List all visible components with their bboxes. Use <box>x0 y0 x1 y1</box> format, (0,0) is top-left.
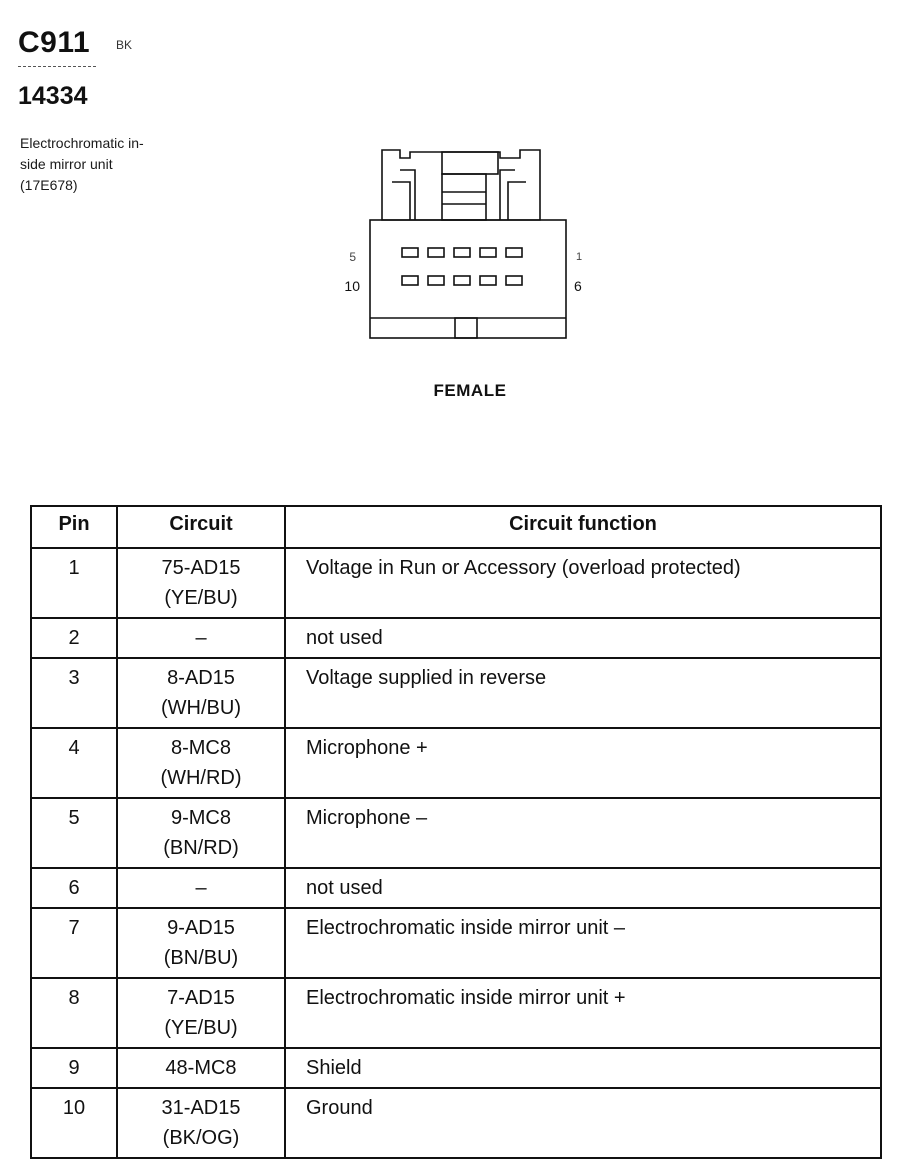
circuit-cell <box>117 548 285 618</box>
wire-color: (WH/BU) <box>161 697 241 719</box>
connector-body <box>370 220 566 338</box>
connector-center-tab <box>442 152 498 174</box>
circuit-function: Microphone – <box>285 798 881 868</box>
circuit-code: 9-MC8 <box>170 807 231 829</box>
pin-cavity <box>454 276 470 285</box>
circuit-function: Electrochromatic inside mirror unit – <box>285 908 881 978</box>
pin-number: 7 <box>31 908 117 978</box>
connector-latch-window <box>442 174 486 220</box>
pin-label-top-left: 5 <box>349 250 356 264</box>
pin-cavity <box>402 276 418 285</box>
pinout-table <box>30 505 882 1159</box>
table-row <box>31 798 881 868</box>
pin-number: 6 <box>31 868 117 908</box>
pin-cavity <box>454 248 470 257</box>
component-description <box>20 133 144 196</box>
pin-number: 8 <box>31 978 117 1048</box>
connector-color: BK <box>116 38 133 52</box>
pin-cavity <box>428 276 444 285</box>
circuit-cell <box>117 978 285 1048</box>
circuit-cell <box>117 798 285 868</box>
cavity-row-top <box>402 248 522 257</box>
connector-id-underline <box>18 66 96 67</box>
connector-gender: FEMALE <box>433 381 507 400</box>
wire-color: (WH/RD) <box>160 767 242 789</box>
circuit-function: Microphone + <box>285 728 881 798</box>
pin-number: 3 <box>31 658 117 728</box>
table-row <box>31 908 881 978</box>
connector-latch-housing <box>382 150 540 220</box>
circuit-function: Voltage in Run or Accessory (overload protected) <box>285 548 881 618</box>
cavity-row-bottom <box>402 276 522 285</box>
connector-left-arm <box>392 182 410 220</box>
connector-id: C911 <box>18 26 91 59</box>
circuit-function: Shield <box>285 1048 881 1088</box>
pin-label-top-right: 1 <box>576 251 583 263</box>
pin-number: 1 <box>31 548 117 618</box>
circuit-function: not used <box>285 618 881 658</box>
circuit-cell <box>117 908 285 978</box>
circuit-cell <box>117 728 285 798</box>
wire-color: (YE/BU) <box>164 587 238 609</box>
pin-cavity <box>480 276 496 285</box>
circuit-code: – <box>195 877 207 899</box>
table-row <box>31 728 881 798</box>
connector-left-lock-tab <box>400 170 415 220</box>
circuit-code: 31-AD15 <box>161 1097 241 1119</box>
connector-keyway <box>455 318 477 338</box>
table-row <box>31 978 881 1048</box>
circuit-function: Voltage supplied in reverse <box>285 658 881 728</box>
circuit-cell <box>117 618 285 658</box>
pin-cavity <box>402 248 418 257</box>
part-number: 14334 <box>18 82 88 110</box>
circuit-code: – <box>195 627 207 649</box>
pin-label-bottom-left: 10 <box>344 278 360 294</box>
table-row <box>31 1088 881 1158</box>
circuit-code: 9-AD15 <box>167 917 235 939</box>
table-row <box>31 548 881 618</box>
wire-color: (BN/RD) <box>163 837 239 859</box>
wire-color: (BK/OG) <box>162 1127 240 1149</box>
circuit-cell <box>117 868 285 908</box>
circuit-function: Ground <box>285 1088 881 1158</box>
table-row <box>31 1048 881 1088</box>
component-line: Electrochromatic in- <box>20 135 144 151</box>
circuit-cell <box>117 658 285 728</box>
wire-color: (BN/BU) <box>163 947 239 969</box>
circuit-code: 8-AD15 <box>167 667 235 689</box>
table-header-row <box>31 506 881 548</box>
pin-number: 10 <box>31 1088 117 1158</box>
header-pin: Pin <box>31 506 117 548</box>
pin-cavity <box>480 248 496 257</box>
pin-label-bottom-right: 6 <box>574 278 582 294</box>
component-line: (17E678) <box>20 177 78 193</box>
connector-right-arm <box>508 182 526 220</box>
wire-color: (YE/BU) <box>164 1017 238 1039</box>
pin-number: 2 <box>31 618 117 658</box>
circuit-code: 7-AD15 <box>167 987 235 1009</box>
circuit-cell <box>117 1088 285 1158</box>
circuit-code: 8-MC8 <box>170 737 231 759</box>
circuit-function: Electrochromatic inside mirror unit + <box>285 978 881 1048</box>
connector-face-diagram <box>330 140 600 345</box>
circuit-code: 75-AD15 <box>161 557 241 579</box>
table-row <box>31 618 881 658</box>
pin-cavity <box>506 248 522 257</box>
circuit-code: 48-MC8 <box>165 1057 237 1079</box>
pin-number: 9 <box>31 1048 117 1088</box>
circuit-function: not used <box>285 868 881 908</box>
pin-number: 4 <box>31 728 117 798</box>
table-row <box>31 868 881 908</box>
table-row <box>31 658 881 728</box>
pin-number: 5 <box>31 798 117 868</box>
pin-cavity <box>428 248 444 257</box>
pin-cavity <box>506 276 522 285</box>
header-circuit: Circuit <box>117 506 285 548</box>
circuit-cell <box>117 1048 285 1088</box>
component-line: side mirror unit <box>20 156 113 172</box>
header-circuit-function: Circuit function <box>285 506 881 548</box>
